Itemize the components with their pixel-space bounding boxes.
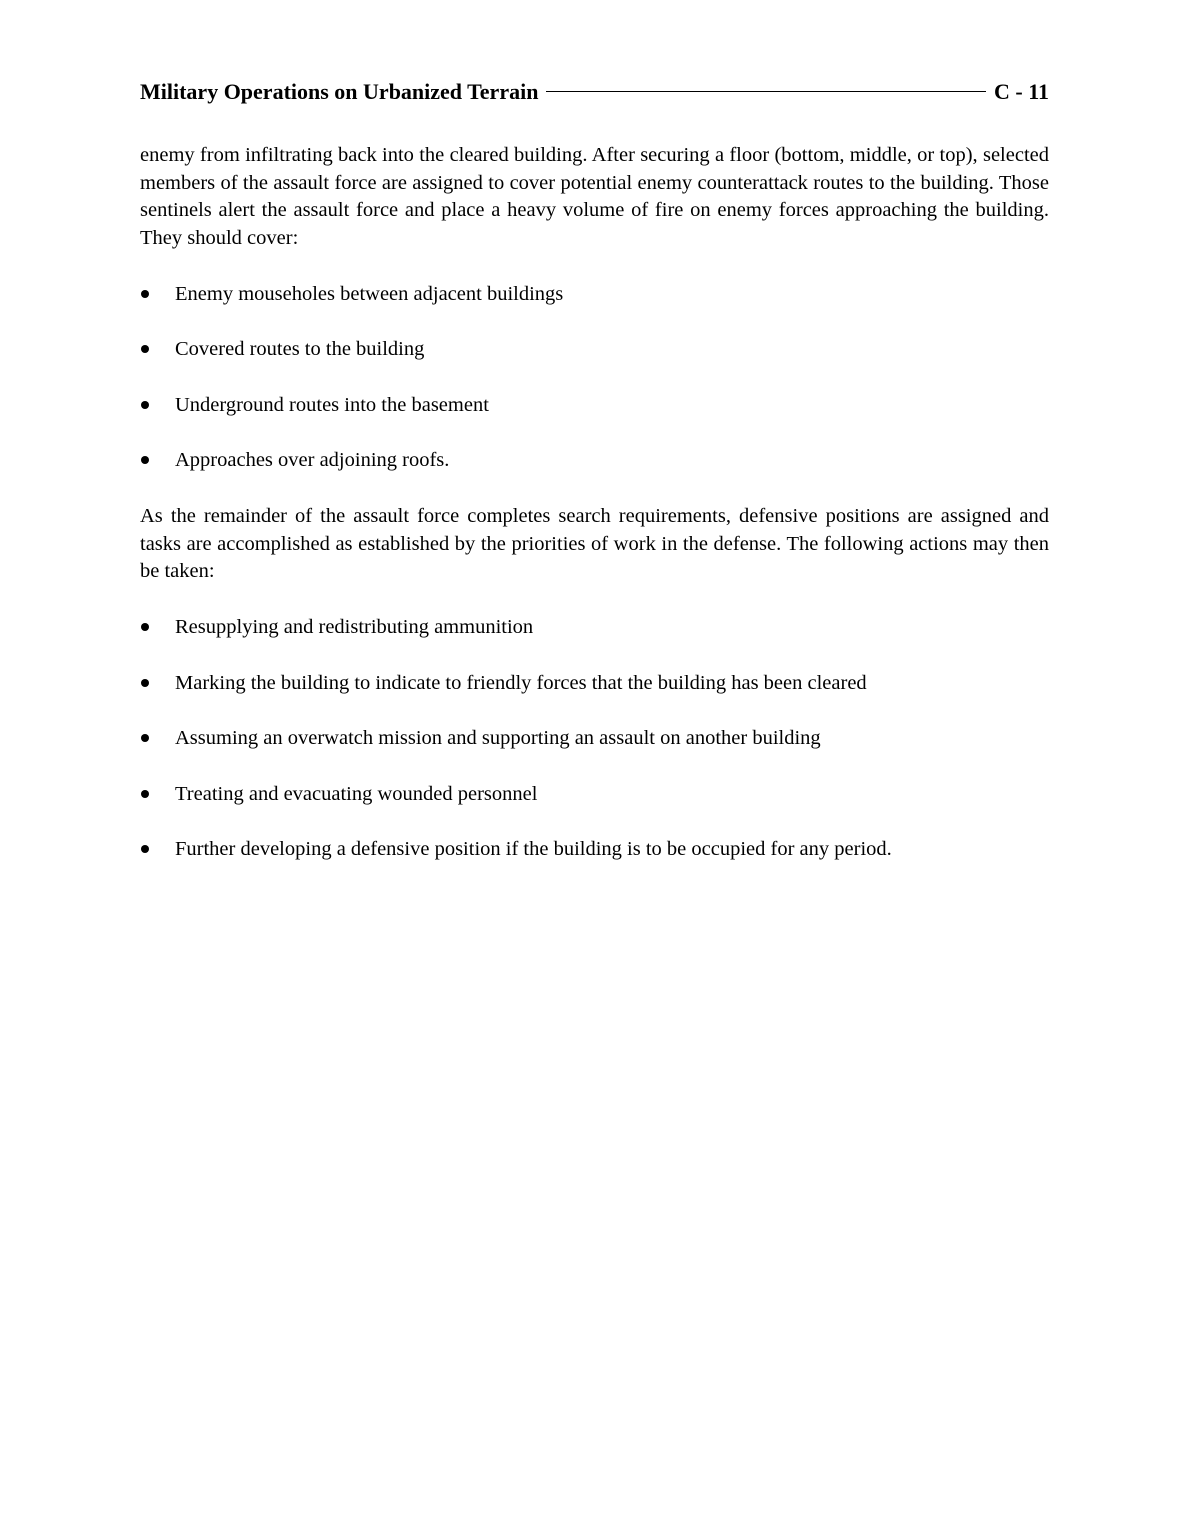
list-item <box>140 835 1049 863</box>
bullet-list-actions <box>140 613 1049 863</box>
bullet-icon <box>141 623 149 631</box>
running-header <box>140 78 1049 106</box>
header-rule <box>546 91 986 92</box>
list-item-text: Underground routes into the basement <box>175 393 489 416</box>
document-page <box>140 78 1049 863</box>
list-item-text: Enemy mouseholes between adjacent buildings <box>175 282 564 305</box>
page-number: C - 11 <box>994 79 1049 104</box>
bullet-icon <box>141 401 149 409</box>
bullet-icon <box>141 456 149 464</box>
bullet-icon <box>141 345 149 353</box>
list-item <box>140 613 1049 641</box>
list-item <box>140 669 1049 697</box>
list-item-text: Resupplying and redistributing ammunition <box>175 616 534 638</box>
header-title: Military Operations on Urbanized Terrain <box>140 79 539 104</box>
bullet-icon <box>141 290 149 298</box>
list-item-text: Further developing a defensive position if the building is to be occupied for any period. <box>175 838 892 860</box>
bullet-icon <box>141 845 149 853</box>
list-item <box>140 724 1049 752</box>
list-item <box>140 446 1049 474</box>
list-item-text: Approaches over adjoining roofs. <box>175 449 450 471</box>
body-paragraph-1: enemy from infiltrating back into the cleared building. After securing a floor (bottom, middle, or top), selected members of the assault force are assigned to cover potential enemy counterattack routes to the building. Those sentinels alert the assault force and place a heavy volume of fire on enemy forces approaching the building. They should cover: <box>140 144 1049 249</box>
list-item-text: Marking the building to indicate to friendly forces that the building has been cleared <box>175 671 867 694</box>
list-item-text: Treating and evacuating wounded personnel <box>175 782 538 805</box>
list-item <box>140 335 1049 363</box>
body-paragraph-2: As the remainder of the assault force completes search requirements, defensive positions are assigned and tasks are accomplished as established by the priorities of work in the defense. The following actions may then be taken: <box>140 505 1049 582</box>
list-item <box>140 280 1049 308</box>
bullet-icon <box>141 790 149 798</box>
list-item-text: Covered routes to the building <box>175 338 425 360</box>
bullet-icon <box>141 679 149 687</box>
list-item <box>140 780 1049 808</box>
bullet-icon <box>141 734 149 742</box>
list-item <box>140 391 1049 419</box>
list-item-text: Assuming an overwatch mission and supporting an assault on another building <box>175 727 821 749</box>
bullet-list-cover-routes <box>140 280 1049 475</box>
